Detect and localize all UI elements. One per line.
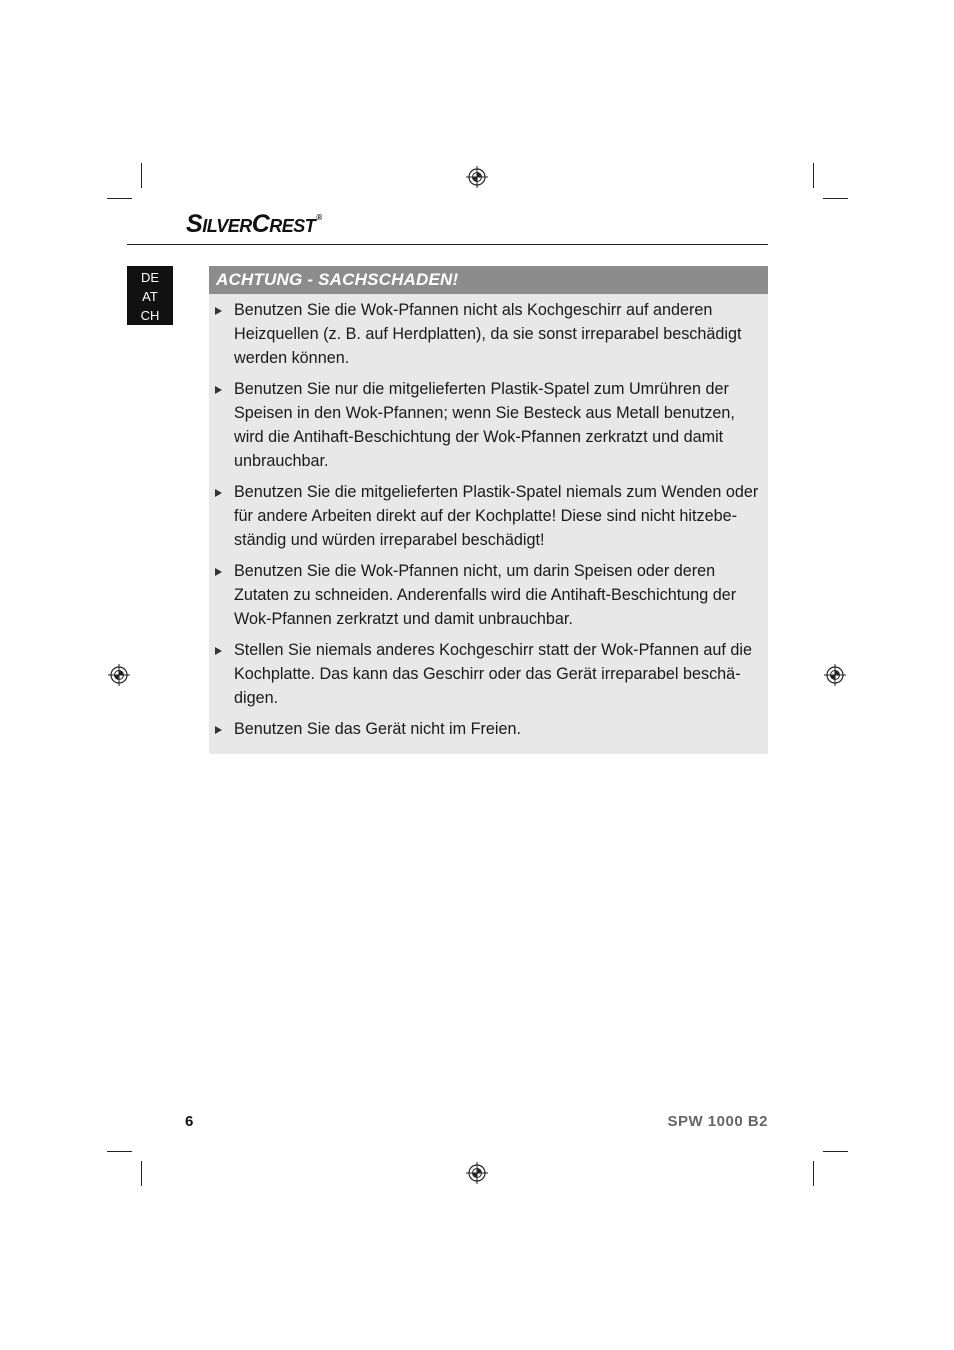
crop-mark (813, 163, 814, 188)
language-code: CH (140, 308, 160, 323)
list-item-text: Benutzen Sie das Gerät nicht im Freien. (234, 720, 522, 738)
language-code: AT (142, 289, 158, 304)
bullet-arrow-icon (215, 647, 222, 655)
bullet-arrow-icon (215, 307, 222, 315)
warning-title: ACHTUNG - SACHSCHADEN! (209, 266, 768, 294)
logo-rest-2: REST (269, 216, 316, 236)
list-item-text: Benutzen Sie die Wok-Pfannen nicht, um darin Speisen oder deren Zutaten zu schneiden. Anderenfalls wird die Antihaft-Beschichtung der Wok-Pfannen zerkratzt und damit unbrauchbar. (234, 562, 737, 628)
list-item-text: Benutzen Sie die mitgelieferten Plastik-Spatel niemals zum Wenden oder für andere Arbeiten direkt auf der Kochplatte! Diese sind nicht hitzebeständig und würden irreparabel beschädigt! (234, 483, 759, 549)
page-number: 6 (185, 1113, 194, 1130)
header-divider (127, 244, 768, 245)
registration-mark-icon (824, 664, 846, 686)
crop-mark (823, 198, 848, 199)
logo-initial-1: S (186, 210, 203, 238)
list-item-text: Benutzen Sie nur die mitgelieferten Plastik-Spatel zum Umrühren der Speisen in den Wok-Pfannen; wenn Sie Besteck aus Metall benutzen, wird die Antihaft-Beschichtung der Wok-Pfannen zerkratzt und damit unbrauchbar. (234, 380, 735, 470)
crop-mark (141, 1161, 142, 1186)
model-number: SPW 1000 B2 (667, 1113, 768, 1130)
brand-logo (186, 210, 322, 240)
list-item-text: Stellen Sie niemals anderes Kochgeschirr statt der Wok-Pfannen auf die Kochplatte. Das kann das Geschirr oder das Gerät irreparabel beschädigen. (234, 641, 752, 707)
warning-box (209, 266, 768, 754)
logo-initial-2: C (251, 210, 270, 238)
list-item-text: Benutzen Sie die Wok-Pfannen nicht als Kochgeschirr auf anderen Heizquellen (z. B. auf Herdplatten), da sie sonst irreparabel beschädigt werden können. (234, 301, 742, 367)
crop-mark (107, 1151, 132, 1152)
registration-mark-icon (466, 166, 488, 188)
crop-mark (141, 163, 142, 188)
crop-mark (813, 1161, 814, 1186)
bullet-arrow-icon (215, 568, 222, 576)
bullet-arrow-icon (215, 726, 222, 734)
bullet-arrow-icon (215, 386, 222, 394)
registration-mark-icon (466, 1162, 488, 1184)
language-code: DE (140, 270, 160, 285)
crop-mark (107, 198, 132, 199)
language-tab (127, 266, 173, 325)
logo-rest-1: ILVER (202, 216, 252, 236)
registered-mark: ® (316, 213, 322, 222)
registration-mark-icon (108, 664, 130, 686)
crop-mark (823, 1151, 848, 1152)
bullet-arrow-icon (215, 489, 222, 497)
